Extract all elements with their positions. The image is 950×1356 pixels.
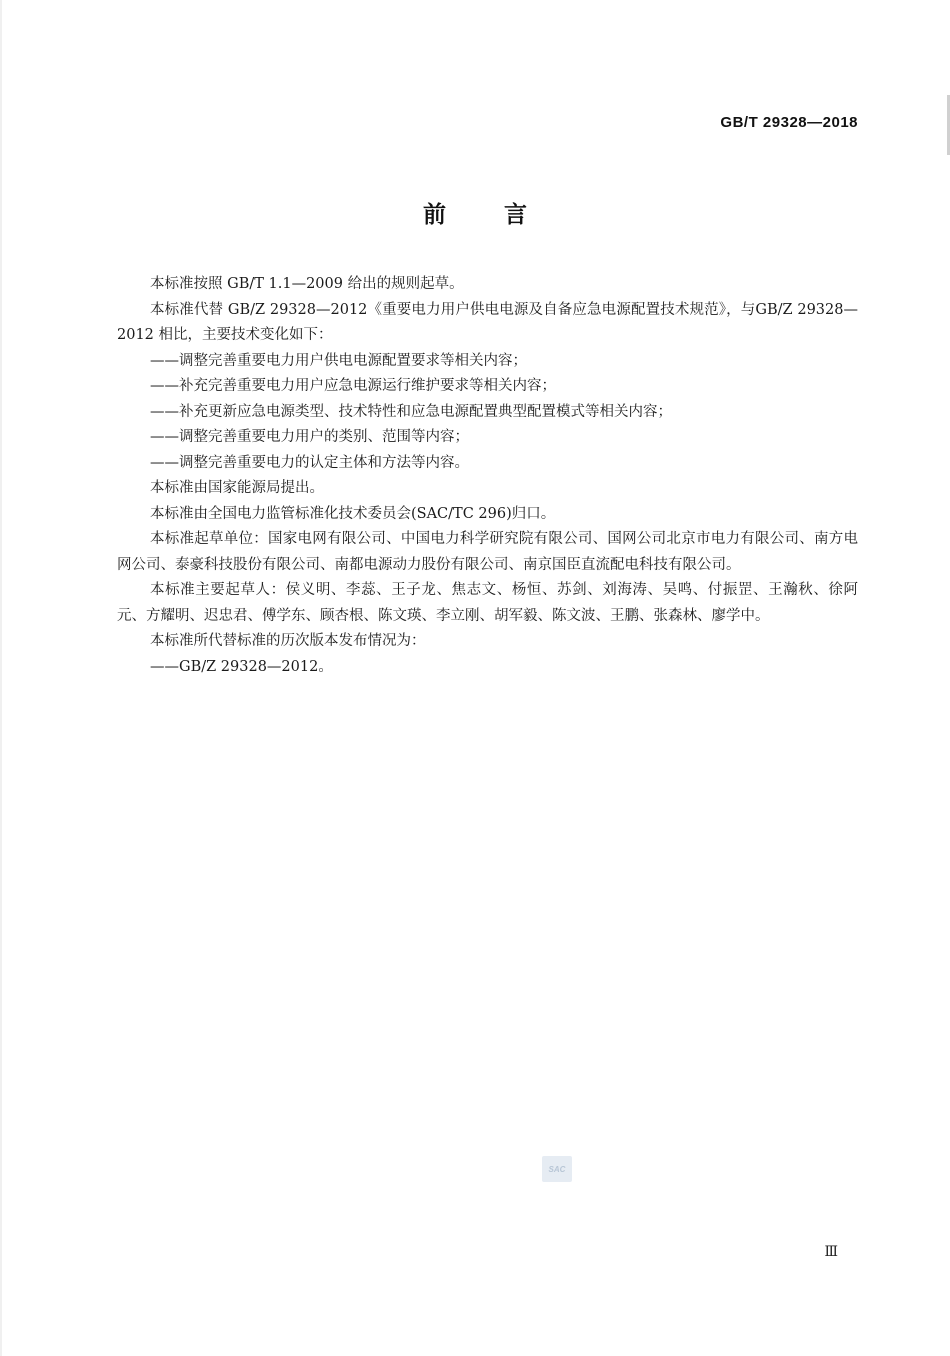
list-item: ——补充更新应急电源类型、技术特性和应急电源配置典型配置模式等相关内容；	[150, 403, 672, 420]
list-item: ——调整完善重要电力的认定主体和方法等内容。	[150, 454, 469, 471]
page-number: Ⅲ	[824, 1244, 838, 1260]
paragraph: 本标准所代替标准的历次版本发布情况为：	[150, 633, 426, 649]
paragraph: 本标准主要起草人：侯义明、李蕊、王子龙、焦志文、杨恒、苏剑、刘海涛、吴鸣、付振罡、王瀚秋、徐阿元、方耀明、迟忠君、傅学东、顾杏根、陈文瑛、李立刚、胡军毅、陈文波、王鹏、张森林、廖学中。	[117, 582, 858, 624]
foreword-body	[117, 272, 858, 680]
page-title: 前言	[423, 202, 585, 228]
standard-code: GB/T 29328—2018	[720, 114, 858, 131]
paragraph: 本标准由国家能源局提出。	[150, 480, 324, 496]
list-item: ——GB/Z 29328—2012。	[150, 658, 333, 675]
list-item: ——补充完善重要电力用户应急电源运行维护要求等相关内容；	[150, 378, 556, 394]
paragraph: 本标准按照 GB/T 1.1—2009 给出的规则起草。	[150, 276, 464, 292]
list-item: ——调整完善重要电力用户供电电源配置要求等相关内容；	[150, 352, 527, 369]
sac-watermark-logo: SAC	[542, 1156, 572, 1182]
list-item: ——调整完善重要电力用户的类别、范围等内容；	[150, 429, 469, 445]
paragraph: 本标准起草单位：国家电网有限公司、中国电力科学研究院有限公司、国网公司北京市电力有限公司、南方电网公司、泰豪科技股份有限公司、南都电源动力股份有限公司、南京国臣直流配电科技有限公司。	[117, 531, 858, 573]
paragraph: 本标准由全国电力监管标准化技术委员会(SAC/TC 296)归口。	[150, 505, 556, 522]
paragraph: 本标准代替 GB/Z 29328—2012《重要电力用户供电电源及自备应急电源配置技术规范》，与GB/Z 29328—2012 相比，主要技术变化如下：	[117, 301, 858, 343]
